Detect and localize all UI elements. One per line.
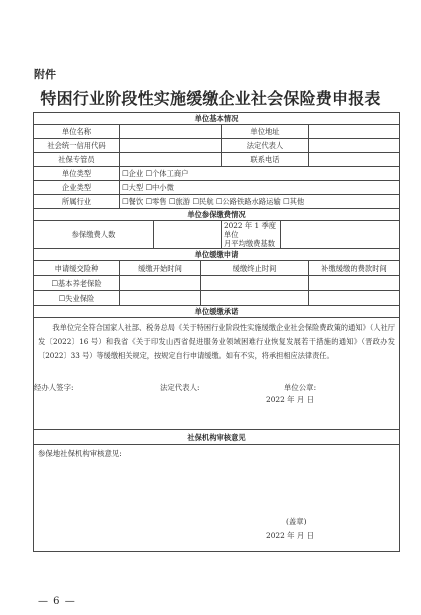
avg-base-value[interactable] [281,221,400,249]
pension-checkbox[interactable]: ☐基本养老保险 [34,276,120,291]
industry-label: 所属行业 [34,195,120,209]
handler-signature-label: 经办人签字: [34,383,74,393]
col-insurance-type: 申请缓交险种 [34,261,120,276]
credit-code-label: 社会统一信用代码 [34,139,120,153]
enterprise-type-label: 企业类型 [34,181,120,195]
col-end-time: 缓缴终止时间 [201,261,309,276]
pension-start-cell[interactable] [120,276,201,291]
unemployment-checkbox[interactable]: ☐失业保险 [34,291,120,306]
legal-rep-label: 法定代表人 [222,139,309,153]
col-payment-time: 补缴缓缴的费款时间 [309,261,400,276]
pledge-text: 我单位完全符合国家人社部、税务总局《关于特困行业阶段性实施缓缴企业社会保险费政策的通知》（人社厅发〔2022〕16 号）和我省《关于印发山西省促进服务业领域困难行业恢复发展若干措施的通知》（晋政办发〔2022〕33 号）等缓缴相关规定，按规定自行申请缓缴。如有不实，将承担相应法律责任。 [34,318,400,366]
pledge-signature-area [34,365,400,430]
unit-type-label: 单位类型 [34,167,120,181]
unemployment-start-cell[interactable] [120,291,201,306]
pension-payment-cell[interactable] [309,276,400,291]
form-title: 特困行业阶段性实施缓缴企业社会保险费申报表 [40,89,381,108]
contact-phone-value[interactable] [309,153,400,167]
avg-base-label-line2: 月平均缴费基数 [224,239,276,249]
review-area [34,445,400,552]
col-start-time: 缓缴开始时间 [120,261,201,276]
unit-address-label: 单位地址 [222,125,309,139]
review-seal-label: (盖章) [286,517,307,527]
avg-base-label-line1: 2022 年 1 季度单位 [224,221,277,240]
pension-end-cell[interactable] [201,276,309,291]
section-pledge-title: 单位缓缴承诺 [34,306,400,318]
avg-base-label [222,221,281,249]
social-admin-label: 社保专管员 [34,153,120,167]
social-admin-value[interactable] [120,153,222,167]
legal-rep-value[interactable] [309,139,400,153]
section-review-title: 社保机构审核意见 [34,430,400,445]
review-opinion-label: 参保地社保机构审核意见: [38,449,122,459]
section-basic-info-title: 单位基本情况 [34,113,400,125]
insured-count-label: 参保缴费人数 [34,221,154,249]
attachment-label: 附件 [34,68,56,81]
legal-rep-signature-label: 法定代表人: [160,383,200,393]
page-number: — 6 — [38,596,76,607]
section-deferral-request-title: 单位缓缴申请 [34,249,400,261]
unit-type-options[interactable]: ☐企业 ☐个体工商户 [120,167,400,181]
enterprise-type-options[interactable]: ☐大型 ☐中小微 [120,181,400,195]
pledge-date: 2022 年 月 日 [266,395,315,405]
insured-count-value[interactable] [154,221,222,249]
unit-address-value[interactable] [309,125,400,139]
unit-seal-label: 单位公章: [284,383,317,393]
section-insurance-status-title: 单位参保缴费情况 [34,209,400,221]
application-form-table [33,112,400,552]
unemployment-payment-cell[interactable] [309,291,400,306]
unit-name-label: 单位名称 [34,125,120,139]
industry-options[interactable]: ☐餐饮 ☐零售 ☐旅游 ☐民航 ☐公路铁路水路运输 ☐其他 [120,195,400,209]
review-date: 2022 年 月 日 [266,531,315,541]
credit-code-value[interactable] [120,139,222,153]
contact-phone-label: 联系电话 [222,153,309,167]
unemployment-end-cell[interactable] [201,291,309,306]
unit-name-value[interactable] [120,125,222,139]
